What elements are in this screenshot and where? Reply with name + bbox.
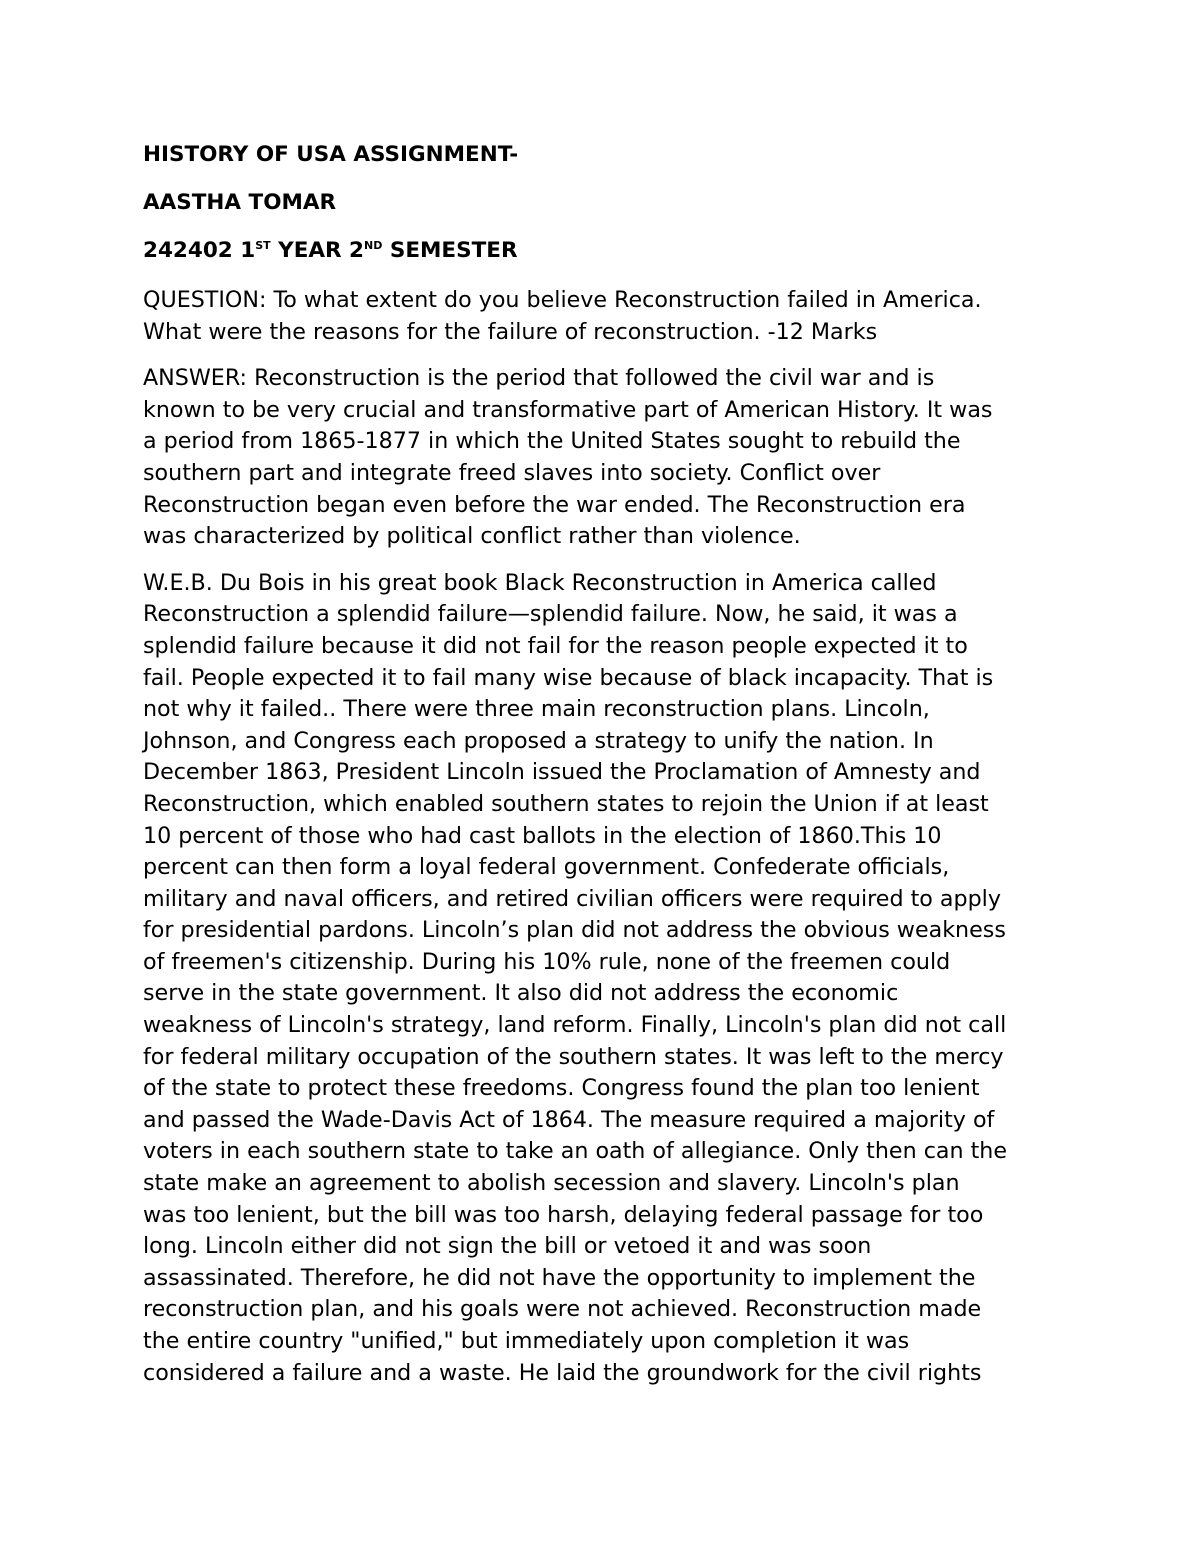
body-line: not why it failed.. There were three main reconstruction plans. Lincoln,: [143, 696, 930, 723]
document-content: [143, 140, 1068, 1389]
body-line: was too lenient, but the bill was too harsh, delaying federal passage for too: [143, 1201, 984, 1228]
body-line: state make an agreement to abolish secession and slavery. Lincoln's plan: [143, 1170, 960, 1197]
year-label: YEAR 2: [270, 238, 365, 263]
question-line: QUESTION: To what extent do you believe Reconstruction failed in America.: [143, 287, 982, 313]
body-line: Reconstruction a splendid failure—splendid failure. Now, he said, it was a: [143, 601, 958, 628]
body-line: and passed the Wade-Davis Act of 1864. The measure required a majority of: [143, 1106, 995, 1133]
student-info: [143, 236, 1068, 266]
body-line: Reconstruction, which enabled southern states to rejoin the Union if at least: [143, 790, 989, 817]
body-line: for presidential pardons. Lincoln’s plan did not address the obvious weakness: [143, 917, 1006, 944]
body-line: reconstruction plan, and his goals were not achieved. Reconstruction made: [143, 1296, 982, 1323]
body-line: serve in the state government. It also did not address the economic: [143, 980, 899, 1007]
answer-line: known to be very crucial and transformative part of American History. It was: [143, 396, 993, 423]
body-line: fail. People expected it to fail many wise because of black incapacity. That is: [143, 664, 994, 691]
body-line: for federal military occupation of the southern states. It was left to the mercy: [143, 1043, 1004, 1070]
body-line: the entire country "unified," but immediately upon completion it was: [143, 1328, 910, 1354]
body-line: assassinated. Therefore, he did not have the opportunity to implement the: [143, 1264, 976, 1291]
body-line: December 1863, President Lincoln issued the Proclamation of Amnesty and: [143, 759, 981, 786]
body-paragraph: [143, 568, 1068, 1389]
body-line: weakness of Lincoln's strategy, land reform. Finally, Lincoln's plan did not call: [143, 1012, 1007, 1039]
answer-paragraph: [143, 363, 1068, 553]
answer-line: ANSWER: Reconstruction is the period that followed the civil war and is: [143, 365, 935, 392]
body-line: W.E.B. Du Bois in his great book Black Reconstruction in America called: [143, 569, 937, 596]
author-name: AASTHA TOMAR: [143, 190, 337, 215]
body-line: considered a failure and a waste. He laid the groundwork for the civil rights: [143, 1359, 982, 1386]
roll-and-year: 242402 1: [143, 238, 256, 263]
body-line: military and naval officers, and retired civilian officers were required to apply: [143, 885, 1001, 912]
question-line: What were the reasons for the failure of reconstruction. -12 Marks: [143, 318, 878, 345]
body-line: Johnson, and Congress each proposed a strategy to unify the nation. In: [143, 727, 934, 754]
body-line: percent can then form a loyal federal government. Confederate officials,: [143, 854, 950, 881]
body-line: long. Lincoln either did not sign the bill or vetoed it and was soon: [143, 1233, 872, 1260]
body-line: of freemen's citizenship. During his 10% rule, none of the freemen could: [143, 948, 951, 975]
document-title: HISTORY OF USA ASSIGNMENT-: [143, 142, 519, 167]
body-line: voters in each southern state to take an oath of allegiance. Only then can the: [143, 1138, 1008, 1165]
ordinal-suffix-st: ST: [255, 239, 271, 252]
answer-line: Reconstruction began even before the war ended. The Reconstruction era: [143, 491, 966, 518]
body-line: splendid failure because it did not fail for the reason people expected it to: [143, 632, 968, 659]
answer-line: a period from 1865-1877 in which the United States sought to rebuild the: [143, 428, 961, 455]
body-line: 10 percent of those who had cast ballots in the election of 1860.This 10: [143, 822, 942, 849]
body-line: of the state to protect these freedoms. Congress found the plan too lenient: [143, 1075, 980, 1102]
ordinal-suffix-nd: ND: [364, 239, 383, 252]
semester-label: SEMESTER: [382, 238, 518, 263]
answer-line: southern part and integrate freed slaves into society. Conflict over: [143, 459, 881, 486]
question-paragraph: [143, 285, 1068, 348]
answer-line: was characterized by political conflict rather than violence.: [143, 523, 801, 550]
